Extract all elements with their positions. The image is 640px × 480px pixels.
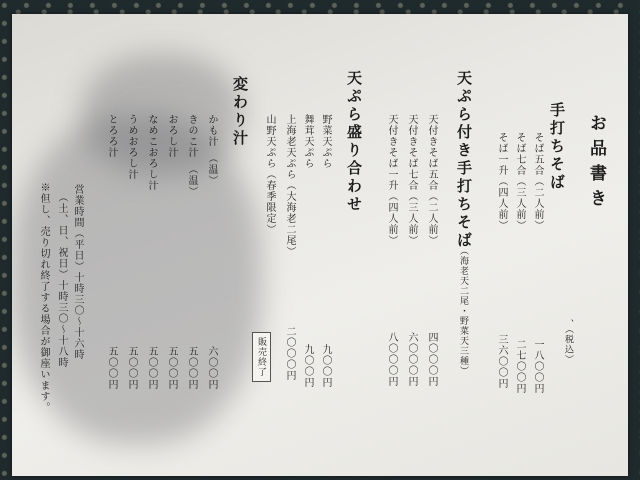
menu-item-name: とろろ汁 xyxy=(106,114,117,158)
menu-item-name: なめこおろし汁 xyxy=(146,114,157,191)
menu-item-name: 天付きそば七合（三人前） xyxy=(406,114,417,246)
menu-item-price: 五〇〇円 xyxy=(126,346,137,390)
menu-item-price: 五〇〇円 xyxy=(186,346,197,390)
menu-item-name: そば一升（四人前） xyxy=(496,132,507,231)
menu-item-price: 二〇〇〇円 xyxy=(284,326,295,381)
sold-out-badge: 販売終了 xyxy=(252,332,271,382)
menu-item-name: きのこ汁 （温） xyxy=(186,114,197,197)
menu-item-name: 天付きそば一升（四人前） xyxy=(386,114,397,246)
menu-item-price: 五〇〇円 xyxy=(106,346,117,390)
menu-item-name: 天付きそば五合（二人前） xyxy=(426,114,437,246)
tax-note: 、（税込） xyxy=(563,319,573,365)
menu-item-price: 九〇〇円 xyxy=(320,344,331,388)
section-heading-kawari: 変わり汁 xyxy=(231,76,249,148)
section-heading-tempura-mori: 天ぷら盛り合わせ xyxy=(345,70,363,214)
menu-item-name: おろし汁 xyxy=(166,114,177,158)
section-heading-tempura-soba: 天ぷら付き手打ちそば xyxy=(455,70,473,250)
menu-item-price: 一八〇〇円 xyxy=(532,339,543,394)
menu-item-name: かも汁 （温） xyxy=(206,114,217,186)
menu-item-name: 上海老天ぷら（大海老二尾） xyxy=(284,114,295,257)
menu-item-name: 舞茸天ぷら xyxy=(302,114,313,169)
menu-item-price: 五〇〇円 xyxy=(146,346,157,390)
menu-item-price: 二七〇〇円 xyxy=(514,339,525,394)
menu-item-price: 六〇〇円 xyxy=(206,346,217,390)
menu-item-price: 四〇〇〇円 xyxy=(426,332,437,387)
menu-item-price: 六〇〇〇円 xyxy=(406,332,417,387)
section-subnote: （海老天二尾・野菜天三種） xyxy=(458,246,468,376)
business-hours-weekend: （土、日、祝日）十時三〇〜十八時 xyxy=(56,192,67,368)
sold-out-notice: ※但し、売り切れ終了する場合が御座います。 xyxy=(38,182,49,413)
menu-item-price: 九〇〇円 xyxy=(302,344,313,388)
menu-item-name: そば七合（三人前） xyxy=(514,132,525,231)
menu-item-name: 野菜天ぷら xyxy=(320,114,331,169)
business-hours-weekday: 営業時間（平日）十時三〇〜十六時 xyxy=(72,184,83,360)
menu-item-name: 山野天ぷら（春季限定） xyxy=(264,114,275,235)
menu-item-price: 五〇〇円 xyxy=(166,346,177,390)
menu-paper xyxy=(12,14,628,476)
menu-item-price: 三六〇〇円 xyxy=(496,334,507,389)
menu-item-name: うめおろし汁 xyxy=(126,114,137,180)
menu-item-price: 八〇〇〇円 xyxy=(386,332,397,387)
menu-item-name: そば五合（二人前） xyxy=(532,132,543,231)
section-heading-teuchi: 手打ちそば xyxy=(548,102,566,192)
menu-title: お品書き xyxy=(586,114,606,214)
